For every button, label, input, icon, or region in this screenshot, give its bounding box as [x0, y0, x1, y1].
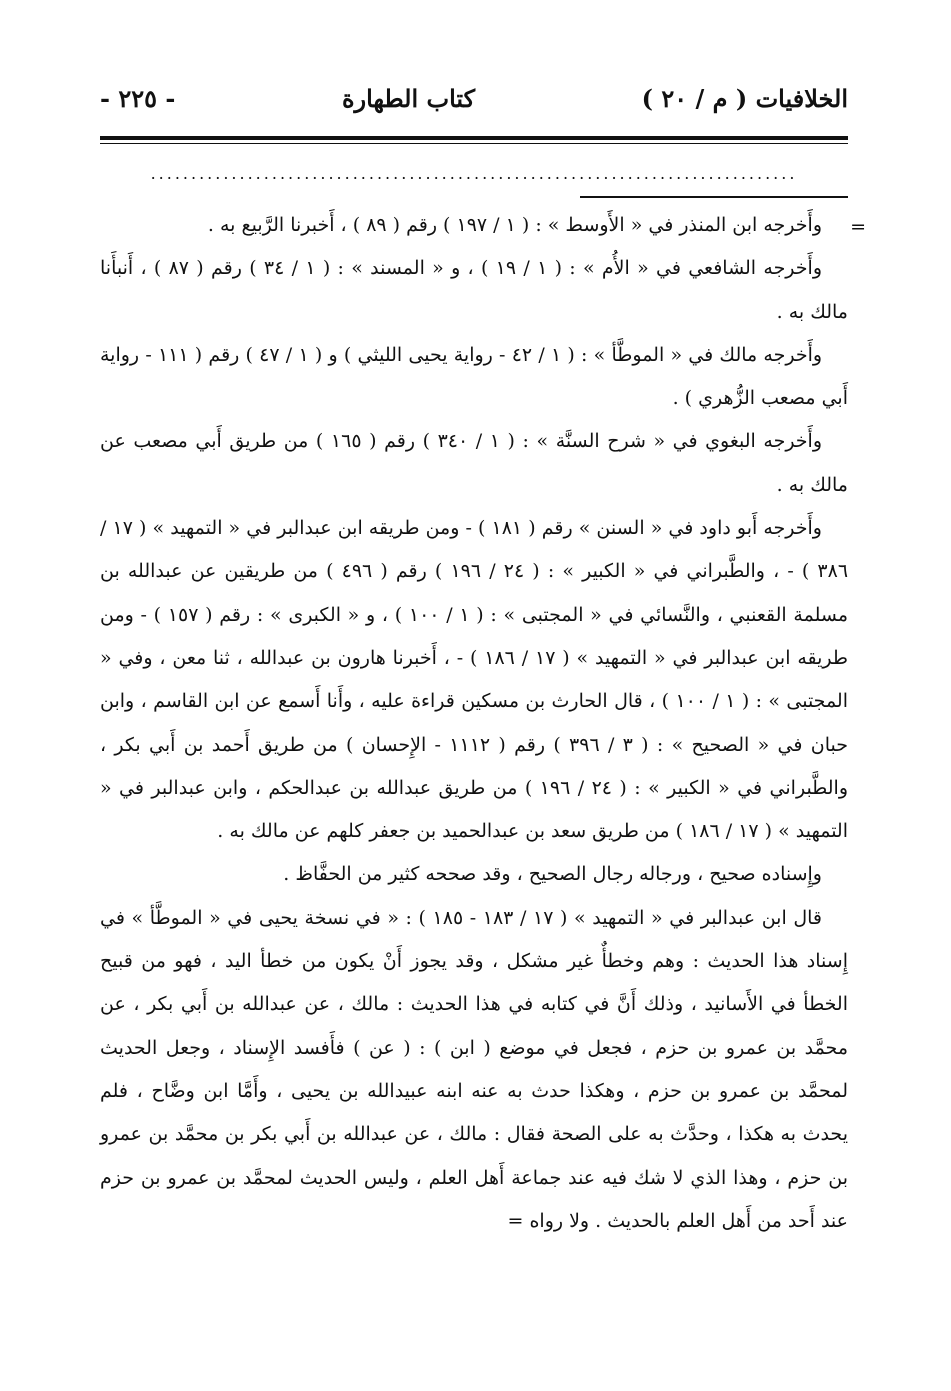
running-head-book-ref: الخلافيات ( م / ٢٠ ) [641, 84, 848, 113]
page-header [100, 84, 848, 132]
footnote-paragraph: وإِسناده صحيح ، ورجاله رجال الصحيح ، وقد صححه كثير من الحفَّاظ . [283, 863, 822, 886]
footnotes-block [100, 204, 866, 1243]
header-rule-thin [100, 143, 848, 144]
footnote-paragraph: وأَخرجه مالك في « الموطَّأ » : ( ١ / ٤٢ - رواية يحيى الليثي ) و ( ١ / ٤٧ ) رقم ( ١١١ - رواية أَبي مصعب الزُّهري ) . [100, 343, 848, 410]
footnote-rule [580, 196, 848, 198]
footnote-paragraph: وأَخرجه أَبو داود في « السنن » رقم ( ١٨١ ) - ومن طريقه ابن عبدالبر في « التمهيد » ( ١٧ / ٣٨٦ ) - ، والطَّبراني في « الكبير » : ( ٢٤ / ١٩٦ ) رقم ( ٤٩٦ ) من طريقين عن عبدالله بن مسلمة القعنبي ، والنَّسائي في « المجتبى » : ( ١ / ١٠٠ ) ، و « الكبرى » : رقم ( ١٥٧ ) - ومن طريقه ابن عبدالبر في « التمهيد » ( ١٧ / ١٨٦ ) - ، أَخبرنا هارون بن عبدالله ، ثنا معن ، وفي « المجتبى » : ( ١ / ١٠٠ ) ، قال الحارث بن مسكين قراءة عليه ، وأَنا أَسمع عن ابن القاسم ، وابن حبان في « الصحيح » : ( ٣ / ٣٩٦ ) رقم ( ١١١٢ - الإِحسان ) من طريق أَحمد بن أَبي بكر ، والطَّبراني في « الكبير » : ( ٢٤ / ١٩٦ ) من طريق عبدالله بن عبدالحكم ، وابن عبدالبر في « التمهيد » ( ١٧ / ١٨٦ ) من طريق سعد بن عبدالحميد بن جعفر كلهم عن مالك به . [100, 517, 849, 843]
header-rule-thick [100, 136, 848, 140]
footnote-paragraph: قال ابن عبدالبر في « التمهيد » ( ١٧ / ١٨٣ - ١٨٥ ) : « في نسخة يحيى في « الموطَّأ » في إِسناد هذا الحديث : وهم وخطأٌ غير مشكل ، وقد يجوز أَنْ يكون من خطأ اليد ، فهو من قبيح الخطأ في الأَسانيد ، وذلك أَنَّ في كتابه في هذا الحديث : مالك ، عن عبدالله بن أَبي بكر ، عن محمَّد بن عمرو بن حزم ، فجعل في موضع ( ابن ) : ( عن ) فأَفسد الإِسناد ، وجعل الحديث لمحمَّد بن عمرو بن حزم ، وهكذا حدث به عنه ابنه عبيدالله بن يحيى ، وأَمَّا ابن وضَّاح ، فلم يحدث به هكذا ، وحدَّث به على الصحة فقال : مالك ، عن عبدالله بن أَبي بكر بن محمَّد بن عمرو بن حزم ، وهذا الذي لا شك فيه عند جماعة أَهل العلم ، وليس الحديث لمحمَّد بن عمرو بن حزم عند أَحد من أَهل العلم بالحديث . ولا رواه = [100, 906, 848, 1232]
running-head-chapter: كتاب الطهارة [341, 84, 476, 113]
footnote-paragraph: وأَخرجه ابن المنذر في « الأَوسط » : ( ١ / ١٩٧ ) رقم ( ٨٩ ) ، أَخبرنا الرَّبيع به . [207, 214, 822, 236]
footnote-paragraph: وأَخرجه البغوي في « شرح السنَّة » : ( ١ / ٣٤٠ ) رقم ( ١٦٥ ) من طريق أَبي مصعب عن مالك به . [100, 430, 848, 496]
main-text-separator-dots: ................................................................................ [150, 164, 798, 183]
footnote-paragraph: وأَخرجه الشافعي في « الأُم » : ( ١ / ١٩ ) ، و « المسند » : ( ١ / ٣٤ ) رقم ( ٨٧ ) ، أَنبأَنا مالك به . [100, 257, 848, 323]
page-number: - ٢٢٥ - [100, 84, 176, 113]
book-page [100, 84, 866, 1243]
continuation-mark: = [850, 216, 866, 238]
